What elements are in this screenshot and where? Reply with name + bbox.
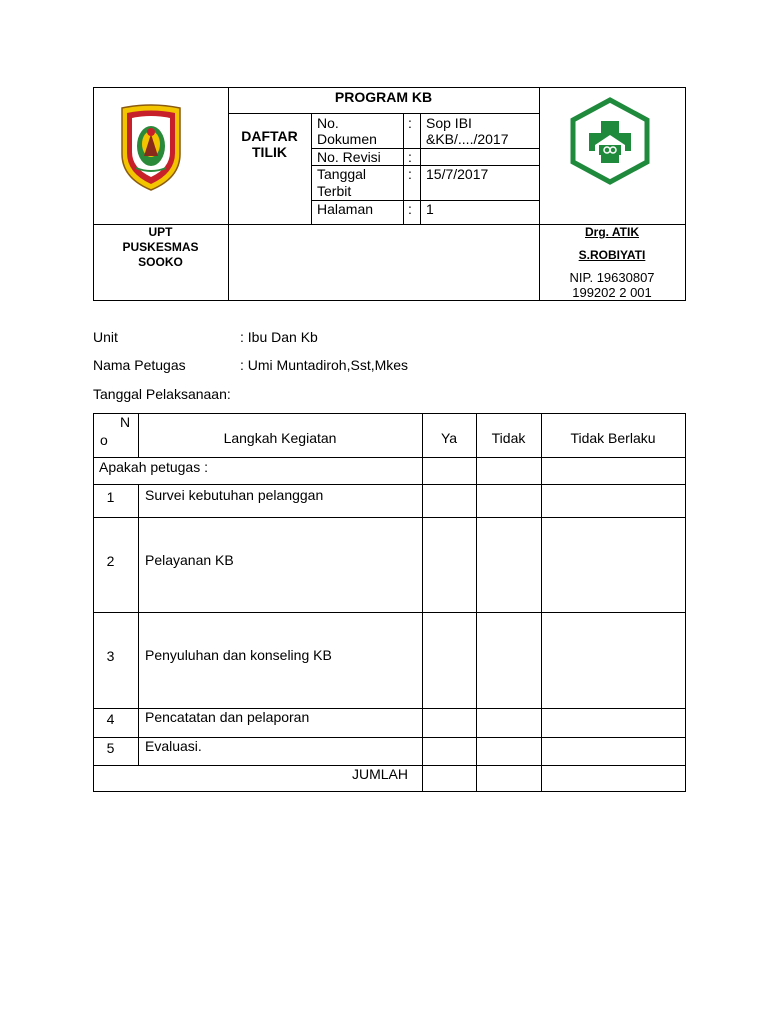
- row-step: Evaluasi.: [145, 738, 202, 754]
- meta-value-tanggal: 15/7/2017: [426, 166, 489, 182]
- doc-type-line1: DAFTAR: [241, 128, 298, 144]
- row-step: Penyuluhan dan konseling KB: [145, 647, 332, 663]
- meta-label-no-revisi: No. Revisi: [317, 149, 381, 165]
- col-header-tidak-berlaku: Tidak Berlaku: [570, 430, 656, 446]
- col-header-no-1: N: [120, 414, 131, 430]
- info-value-petugas: : Umi Muntadiroh,Sst,Mkes: [240, 357, 409, 373]
- info-label-tanggal: Tanggal Pelaksanaan:: [93, 386, 231, 402]
- signer-nip-line1: NIP. 19630807: [569, 270, 655, 285]
- row-no: 2: [106, 553, 115, 569]
- row-step: Pelayanan KB: [145, 552, 234, 568]
- doc-type-line2: TILIK: [252, 144, 287, 160]
- signer-nip-line2: 199202 2 001: [572, 285, 652, 300]
- info-label-petugas: Nama Petugas: [93, 357, 186, 373]
- org-name-line3: SOOKO: [138, 255, 183, 269]
- row-no: 5: [106, 740, 115, 756]
- row-step: Pencatatan dan pelaporan: [145, 709, 310, 725]
- info-value-unit: : Ibu Dan Kb: [240, 329, 318, 345]
- meta-value-no-dokumen-1: Sop IBI: [426, 115, 472, 131]
- meta-value-halaman: 1: [426, 201, 434, 217]
- meta-sep-4: :: [408, 201, 412, 217]
- row-no: 4: [106, 711, 115, 727]
- signer-name-line2: S.ROBIYATI: [578, 248, 646, 262]
- meta-label-no-dokumen-2: Dokumen: [317, 131, 377, 147]
- meta-label-tanggal-1: Tanggal: [317, 166, 367, 182]
- col-header-step: Langkah Kegiatan: [223, 430, 337, 446]
- meta-label-halaman: Halaman: [317, 201, 374, 217]
- org-name-line1: UPT: [148, 225, 173, 239]
- meta-sep-3: :: [408, 166, 412, 182]
- table-intro: Apakah petugas :: [99, 459, 208, 475]
- meta-sep-2: :: [408, 149, 412, 165]
- meta-label-no-dokumen-1: No.: [317, 115, 339, 131]
- col-header-no-2: o: [100, 432, 108, 448]
- col-header-tidak: Tidak: [491, 430, 526, 446]
- total-label: JUMLAH: [352, 766, 409, 782]
- meta-sep-1: :: [408, 115, 412, 131]
- puskesmas-cross-logo: [569, 97, 651, 185]
- signer-name-line1: Drg. ATIK: [585, 225, 639, 239]
- col-header-ya: Ya: [440, 430, 458, 446]
- program-title: PROGRAM KB: [334, 89, 433, 105]
- meta-value-no-dokumen-2: &KB/..../2017: [426, 131, 509, 147]
- regency-crest-logo: [118, 104, 184, 192]
- row-no: 3: [106, 648, 115, 664]
- meta-label-tanggal-2: Terbit: [317, 183, 352, 199]
- org-name-line2: PUSKESMAS: [122, 240, 199, 254]
- row-step: Survei kebutuhan pelanggan: [145, 487, 324, 503]
- info-label-unit: Unit: [93, 329, 118, 345]
- row-no: 1: [106, 489, 115, 505]
